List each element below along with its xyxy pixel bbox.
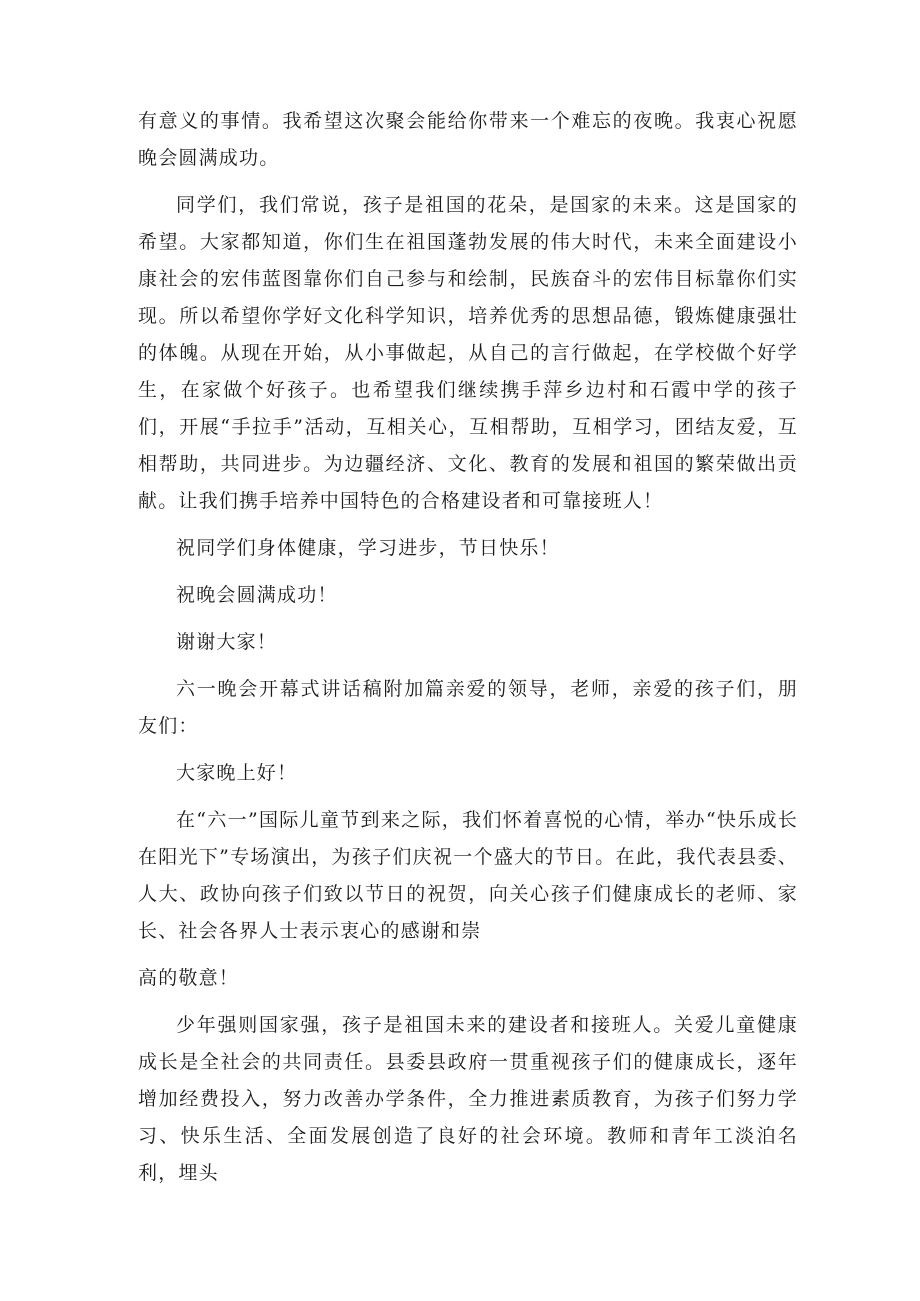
paragraph-students-hope: 同学们，我们常说，孩子是祖国的花朵，是国家的未来。这是国家的希望。大家都知道，你们生在祖国蓬勃发展的伟大时代，未来全面建设小康社会的宏伟蓝图靠你们自己参与和绘制，民族奋斗的宏伟目标靠你们实现。所以希望你学好文化科学知识，培养优秀的思想品德，锻炼健康强壮的体魄。从现在开始，从小事做起，从自己的言行做起，在学校做个好学生，在家做个好孩子。也希望我们继续携手萍乡边村和石霞中学的孩子们，开展“手拉手”活动，互相关心，互相帮助，互相学习，团结友爱，互相帮助，共同进步。为边疆经济、文化、教育的发展和祖国的繁荣做出贡献。让我们携手培养中国特色的合格建设者和可靠接班人！: [138, 194, 798, 512]
paragraph-childrens-day: 在“六一”国际儿童节到来之际，我们怀着喜悦的心情，举办“快乐成长在阳光下”专场演出，为孩子们庆祝一个盛大的节日。在此，我代表县委、人大、政协向孩子们致以节日的祝贺，向关心孩子们健康成长的老师、家长、社会各界人士表示衷心的感谢和崇: [138, 809, 798, 942]
document-body: [138, 103, 798, 1192]
paragraph-speech-title: 六一晚会开幕式讲话稿附加篇亲爱的领导，老师，亲爱的孩子们，朋友们：: [138, 678, 798, 737]
paragraph-respect: 高的敬意！: [138, 967, 240, 989]
paragraph-thanks: 谢谢大家！: [176, 631, 278, 653]
paragraph-wish-success: 祝晚会圆满成功！: [176, 584, 338, 606]
paragraph-wish-health: 祝同学们身体健康，学习进步，节日快乐！: [176, 537, 560, 559]
paragraph-continuation: 有意义的事情。我希望这次聚会能给你带来一个难忘的夜晚。我衷心祝愿晚会圆满成功。: [138, 110, 798, 169]
paragraph-youth-strong: 少年强则国家强，孩子是祖国未来的建设者和接班人。关爱儿童健康成长是全社会的共同责任。县委县政府一贯重视孩子们的健康成长，逐年增加经费投入，努力改善办学条件，全力推进素质教育，为孩子们努力学习、快乐生活、全面发展创造了良好的社会环境。教师和青年工淡泊名利，埋头: [138, 1014, 798, 1184]
paragraph-greeting: 大家晚上好！: [176, 762, 298, 784]
